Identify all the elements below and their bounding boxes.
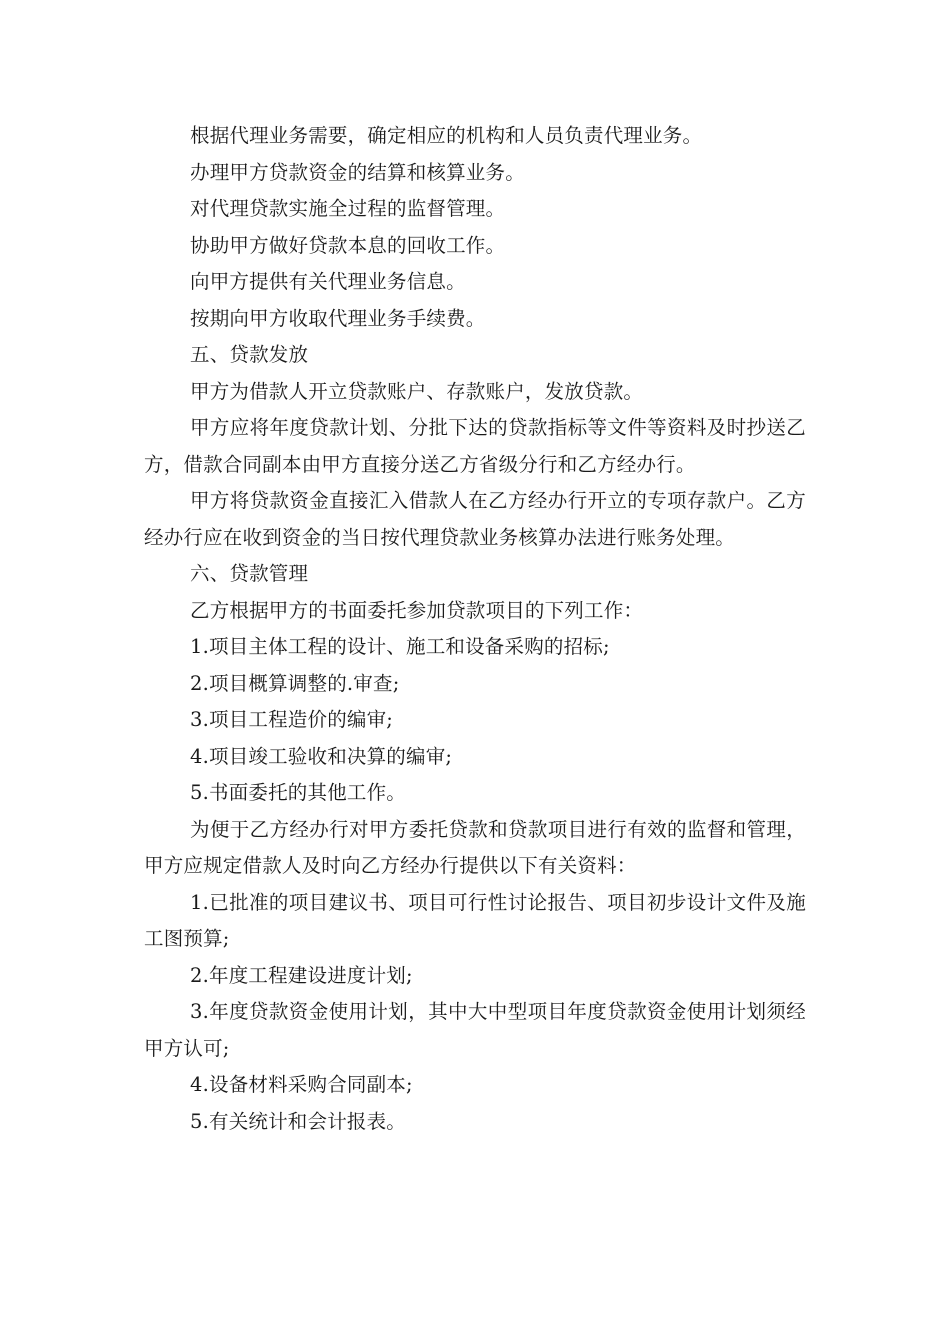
paragraph: 甲方应将年度贷款计划、分批下达的贷款指标等文件等资料及时抄送乙方，借款合同副本由甲方直接分送乙方省级分行和乙方经办行。	[144, 416, 806, 476]
list-item: 5.书面委托的其他工作。	[190, 781, 407, 804]
list-item: 5.有关统计和会计报表。	[190, 1109, 407, 1133]
paragraph: 向甲方提供有关代理业务信息。	[190, 270, 466, 293]
list-item: 2.项目概算调整的.审查;	[190, 671, 400, 695]
section-heading: 六、贷款管理	[190, 562, 309, 585]
document-page	[144, 118, 806, 1140]
list-item: 2.年度工程建设进度计划;	[190, 963, 413, 987]
paragraph: 办理甲方贷款资金的结算和核算业务。	[190, 160, 525, 184]
list-item: 4.设备材料采购合同副本;	[190, 1073, 413, 1096]
list-item: 3.年度贷款资金使用计划，其中大中型项目年度贷款资金使用计划须经甲方认可;	[144, 1000, 806, 1060]
list-item: 4.项目竣工验收和决算的编审;	[190, 744, 453, 768]
paragraph: 甲方为借款人开立贷款账户、存款账户，发放贷款。	[190, 379, 644, 403]
list-item: 3.项目工程造价的编审;	[190, 708, 394, 731]
paragraph: 对代理贷款实施全过程的监督管理。	[190, 197, 506, 220]
paragraph: 乙方根据甲方的书面委托参加贷款项目的下列工作：	[190, 598, 644, 622]
paragraph: 协助甲方做好贷款本息的回收工作。	[190, 233, 506, 257]
paragraph: 按期向甲方收取代理业务手续费。	[190, 306, 486, 330]
paragraph: 为便于乙方经办行对甲方委托贷款和贷款项目进行有效的监督和管理，甲方应规定借款人及时向乙方经办行提供以下有关资料：	[144, 817, 806, 877]
list-item: 1.项目主体工程的设计、施工和设备采购的招标;	[190, 635, 610, 658]
list-item: 1.已批准的项目建议书、项目可行性讨论报告、项目初步设计文件及施工图预算;	[144, 890, 806, 950]
paragraph: 根据代理业务需要，确定相应的机构和人员负责代理业务。	[190, 124, 703, 147]
section-heading: 五、贷款发放	[190, 343, 309, 366]
paragraph: 甲方将贷款资金直接汇入借款人在乙方经办行开立的专项存款户。乙方经办行应在收到资金的当日按代理贷款业务核算办法进行账务处理。	[144, 489, 806, 549]
